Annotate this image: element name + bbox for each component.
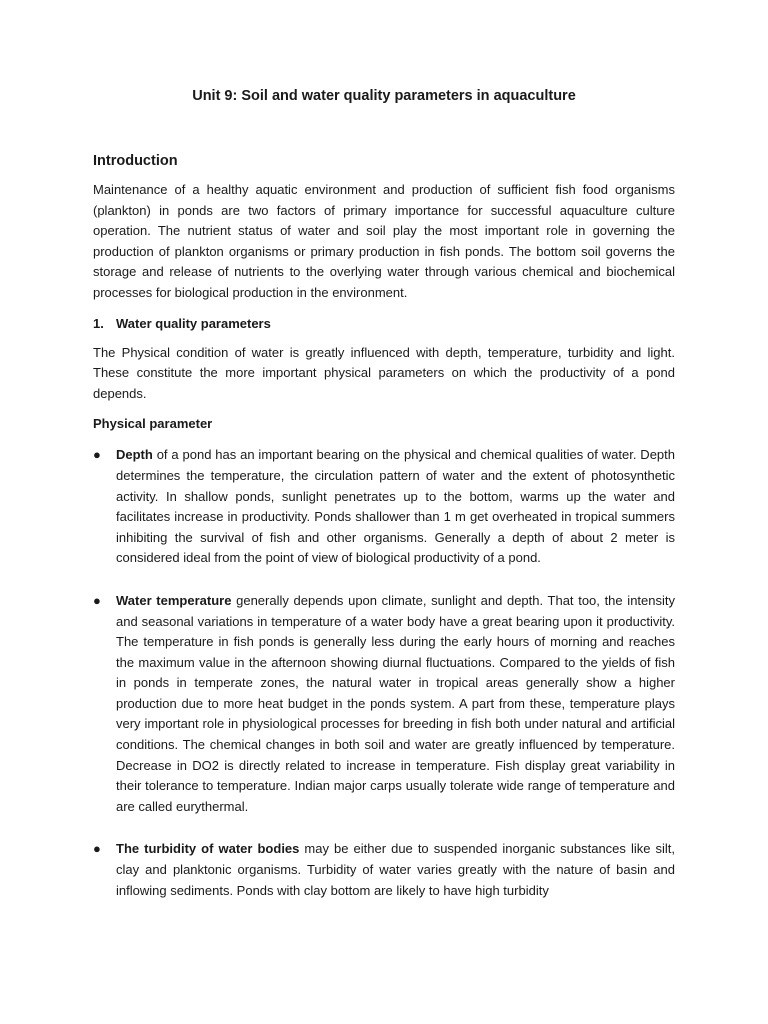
introduction-paragraph: Maintenance of a healthy aquatic environment and production of sufficient fish food organisms (plankton) in ponds are two factors of primary importance for successful aquaculture culture operation. The nutrient status of water and soil play the most important role in governing the production of plankton organisms or primary production in fish ponds. The bottom soil governs the storage and release of nutrients to the overlying water through various chemical and biochemical processes for biological production in the environment. bbox=[93, 182, 675, 300]
list-item bbox=[93, 445, 675, 569]
bullet-paragraph bbox=[116, 591, 675, 818]
bullet-lead: The turbidity of water bodies bbox=[116, 841, 300, 857]
physical-parameter-heading: Physical parameter bbox=[93, 416, 213, 432]
bullet-icon: ● bbox=[93, 592, 101, 608]
document-title: Unit 9: Soil and water quality parameters in aquaculture bbox=[192, 88, 576, 104]
section-number: 1. bbox=[93, 315, 104, 331]
list-item bbox=[93, 591, 675, 818]
section-heading-text: Water quality parameters bbox=[116, 315, 271, 331]
bullet-paragraph bbox=[116, 839, 675, 901]
bullet-text: of a pond has an important bearing on the physical and chemical qualities of water. Depth determines the temperature, the circulation pattern of water and the extent of photosynthetic activity. In shallow ponds, sunlight penetrates up to the bottom, warms up the water and facilitates increase in productivity. Ponds shallower than 1 m get overheated in tropical summers inhibiting the survival of fish and other organisms. Generally a depth of about 2 meter is considered ideal from the point of view of biological productivity of a pond. bbox=[116, 447, 675, 566]
section-paragraph: The Physical condition of water is greatly influenced with depth, temperature, turbidity and light. These constitute the more important physical parameters on which the productivity of a pond depends. bbox=[93, 344, 675, 401]
introduction-heading: Introduction bbox=[93, 153, 178, 169]
document-body bbox=[93, 150, 675, 901]
bullet-lead: Depth bbox=[116, 447, 153, 463]
bullet-icon: ● bbox=[93, 447, 101, 463]
section-heading-water-quality bbox=[93, 314, 675, 334]
bullet-icon: ● bbox=[93, 841, 101, 857]
list-item bbox=[93, 839, 675, 901]
bullet-text: generally depends upon climate, sunlight and depth. That too, the intensity and seasonal variations in temperature of a water body have a great bearing upon it productivity. The temperature in fish ponds is generally less during the early hours of morning and reaches the maximum value in the afternoon showing diurnal fluctuations. Compared to the yields of fish in ponds in temperate zones, the natural water in tropical areas generally show a higher production due to more heat budget in the ponds system. A part from these, temperature plays very important role in physiological processes for breeding in fish both under natural and artificial conditions. The chemical changes in both soil and water are greatly influenced by temperature. Decrease in DO2 is directly related to increase in temperature. Fish display great variability in their tolerance to temperature. Indian major carps usually tolerate wide range of temperature and are called eurythermal. bbox=[116, 592, 675, 814]
bullet-lead: Water temperature bbox=[116, 592, 232, 608]
bullet-text: may be either due to suspended inorganic substances like silt, clay and planktonic organisms. Turbidity of water varies greatly with the nature of basin and inflowing sediments. Ponds with clay bottom are likely to have high turbidity bbox=[116, 841, 675, 898]
physical-parameter-list bbox=[93, 445, 675, 901]
bullet-paragraph bbox=[116, 445, 675, 569]
